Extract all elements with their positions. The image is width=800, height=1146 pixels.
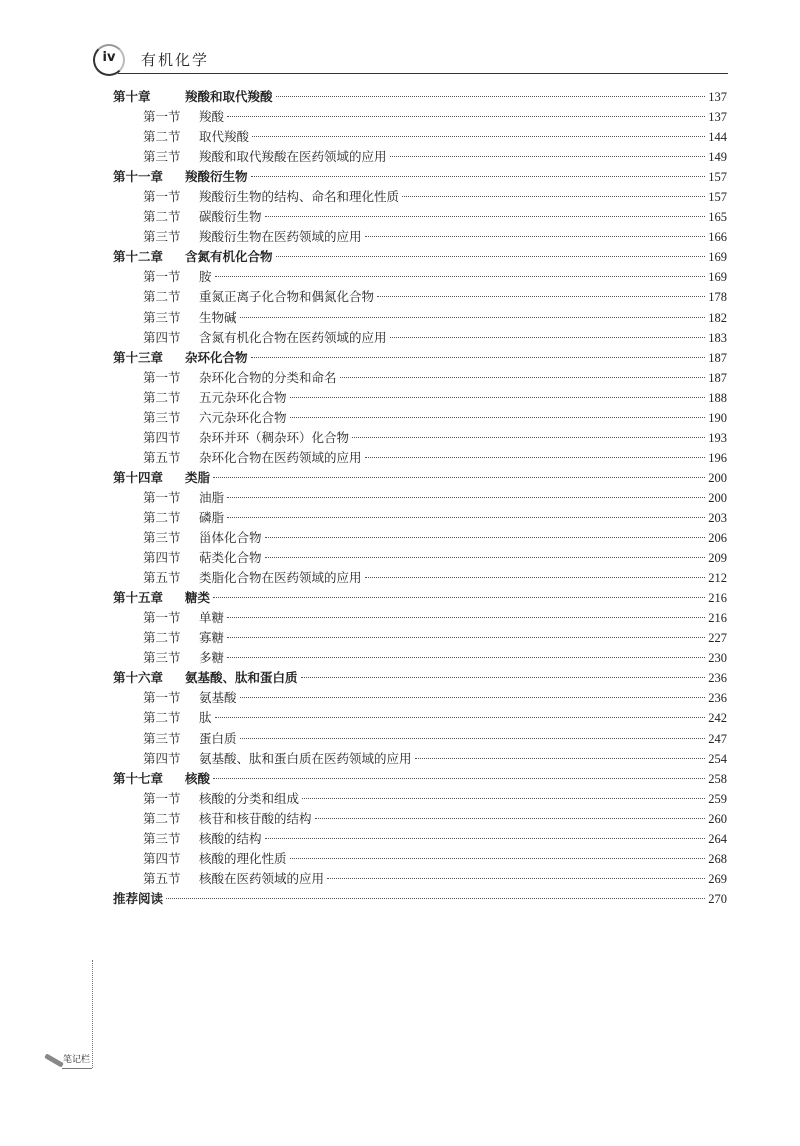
entry-title: 油脂 bbox=[199, 489, 225, 505]
entry-label: 第四节 bbox=[143, 750, 181, 766]
dot-leader bbox=[227, 116, 705, 117]
entry-page-number: 269 bbox=[708, 871, 727, 886]
header-rule bbox=[118, 73, 728, 74]
entry-page-number: 137 bbox=[708, 90, 727, 104]
dot-leader bbox=[213, 778, 705, 779]
entry-page-number: 258 bbox=[708, 771, 727, 786]
entry-label: 第十七章 bbox=[113, 770, 164, 786]
dot-leader bbox=[213, 597, 705, 598]
toc-section-entry[interactable] bbox=[113, 688, 727, 708]
entry-label: 第二节 bbox=[143, 289, 181, 305]
entry-page-number: 268 bbox=[708, 851, 727, 866]
toc-section-entry[interactable] bbox=[113, 749, 727, 769]
entry-page-number: 193 bbox=[708, 430, 727, 445]
toc-chapter-entry[interactable] bbox=[113, 468, 727, 488]
dot-leader bbox=[265, 557, 706, 558]
entry-page-number: 242 bbox=[708, 711, 727, 726]
entry-page-number: 227 bbox=[708, 631, 727, 646]
dot-leader bbox=[240, 738, 706, 739]
entry-page-number: 216 bbox=[708, 591, 727, 606]
toc-section-entry[interactable] bbox=[113, 207, 727, 227]
entry-title: 氨基酸、肽和蛋白质 bbox=[185, 670, 298, 686]
dot-leader bbox=[251, 176, 706, 177]
dot-leader bbox=[390, 337, 706, 338]
toc-section-entry[interactable] bbox=[113, 368, 727, 388]
dot-leader bbox=[290, 397, 706, 398]
entry-title: 核苷和核苷酸的结构 bbox=[199, 810, 312, 826]
entry-label: 第三节 bbox=[143, 650, 181, 666]
entry-title: 羧酸和取代羧酸在医药领域的应用 bbox=[199, 149, 387, 165]
entry-page-number: 209 bbox=[708, 551, 727, 566]
toc-section-entry[interactable] bbox=[113, 448, 727, 468]
dot-leader bbox=[402, 196, 705, 197]
toc-section-entry[interactable] bbox=[113, 328, 727, 348]
entry-page-number: 264 bbox=[708, 831, 727, 846]
entry-label: 第二节 bbox=[143, 209, 181, 225]
entry-title: 单糖 bbox=[199, 610, 225, 626]
dot-leader bbox=[301, 677, 706, 678]
entry-label: 第一节 bbox=[143, 489, 181, 505]
dot-leader bbox=[377, 296, 705, 297]
entry-label: 第二节 bbox=[143, 710, 181, 726]
entry-label: 第一节 bbox=[143, 369, 181, 385]
toc-section-entry[interactable] bbox=[113, 428, 727, 448]
dot-leader bbox=[227, 657, 705, 658]
entry-title: 蛋白质 bbox=[199, 730, 237, 746]
entry-page-number: 169 bbox=[708, 270, 727, 285]
entry-label: 第十六章 bbox=[113, 670, 164, 686]
entry-page-number: 182 bbox=[708, 310, 727, 325]
entry-title: 羧酸衍生物 bbox=[185, 169, 248, 185]
entry-label: 第五节 bbox=[143, 870, 181, 886]
entry-title: 糖类 bbox=[185, 590, 211, 606]
entry-title: 核酸 bbox=[185, 770, 211, 786]
entry-title: 寡糖 bbox=[199, 630, 225, 646]
entry-page-number: 230 bbox=[708, 651, 727, 666]
entry-label: 第二节 bbox=[143, 810, 181, 826]
entry-title: 推荐阅读 bbox=[113, 890, 164, 906]
dot-leader bbox=[276, 256, 706, 257]
entry-label: 第一节 bbox=[143, 189, 181, 205]
toc-section-entry[interactable] bbox=[113, 287, 727, 307]
entry-page-number: 137 bbox=[708, 110, 727, 125]
table-of-contents bbox=[113, 87, 727, 909]
toc-section-entry[interactable] bbox=[113, 608, 727, 628]
dot-leader bbox=[265, 537, 706, 538]
dot-leader bbox=[290, 417, 706, 418]
entry-label: 第四节 bbox=[143, 850, 181, 866]
dot-leader bbox=[240, 317, 706, 318]
dot-leader bbox=[390, 156, 706, 157]
toc-section-entry[interactable] bbox=[113, 648, 727, 668]
entry-title: 杂环化合物 bbox=[185, 349, 248, 365]
entry-title: 类脂 bbox=[185, 469, 211, 485]
toc-chapter-entry[interactable] bbox=[113, 769, 727, 789]
entry-label: 第十二章 bbox=[113, 249, 164, 265]
dot-leader bbox=[415, 758, 706, 759]
toc-section-entry[interactable] bbox=[113, 267, 727, 287]
entry-label: 第一节 bbox=[143, 269, 181, 285]
dot-leader bbox=[213, 477, 705, 478]
toc-section-entry[interactable] bbox=[113, 147, 727, 167]
dot-leader bbox=[365, 577, 706, 578]
toc-chapter-entry[interactable] bbox=[113, 588, 727, 608]
toc-section-entry[interactable] bbox=[113, 508, 727, 528]
entry-title: 核酸的理化性质 bbox=[199, 850, 287, 866]
entry-title: 羧酸和取代羧酸 bbox=[185, 89, 273, 104]
toc-section-entry[interactable] bbox=[113, 528, 727, 548]
entry-page-number: 183 bbox=[708, 330, 727, 345]
entry-title: 六元杂环化合物 bbox=[199, 409, 287, 425]
entry-page-number: 260 bbox=[708, 811, 727, 826]
entry-page-number: 259 bbox=[708, 791, 727, 806]
entry-label: 第三节 bbox=[143, 229, 181, 245]
dot-leader bbox=[340, 377, 706, 378]
entry-page-number: 157 bbox=[708, 170, 727, 185]
entry-page-number: 236 bbox=[708, 671, 727, 686]
dot-leader bbox=[365, 457, 706, 458]
entry-label: 第三节 bbox=[143, 149, 181, 165]
entry-label: 第一节 bbox=[143, 690, 181, 706]
notes-margin-line bbox=[92, 960, 93, 1068]
entry-label: 第三节 bbox=[143, 730, 181, 746]
entry-label: 第十章 bbox=[113, 89, 151, 104]
dot-leader bbox=[215, 276, 706, 277]
entry-title: 含氮有机化合物在医药领域的应用 bbox=[199, 329, 387, 345]
pencil-icon bbox=[44, 1053, 64, 1067]
entry-label: 第三节 bbox=[143, 830, 181, 846]
entry-page-number: 157 bbox=[708, 190, 727, 205]
toc-chapter-entry[interactable] bbox=[113, 167, 727, 187]
toc-section-entry[interactable] bbox=[113, 789, 727, 809]
entry-label: 第一节 bbox=[143, 109, 181, 125]
notes-base-line bbox=[62, 1068, 92, 1069]
toc-section-entry[interactable] bbox=[113, 708, 727, 728]
dot-leader bbox=[227, 617, 705, 618]
dot-leader bbox=[327, 878, 705, 879]
entry-page-number: 236 bbox=[708, 691, 727, 706]
entry-title: 核酸的分类和组成 bbox=[199, 790, 300, 806]
toc-section-entry[interactable] bbox=[113, 628, 727, 648]
entry-title: 胺 bbox=[199, 269, 212, 285]
entry-page-number: 169 bbox=[708, 250, 727, 265]
entry-page-number: 270 bbox=[708, 891, 727, 906]
entry-label: 第四节 bbox=[143, 429, 181, 445]
toc-section-entry[interactable] bbox=[113, 388, 727, 408]
toc-section-entry[interactable] bbox=[113, 568, 727, 588]
dot-leader bbox=[265, 838, 706, 839]
entry-label: 第四节 bbox=[143, 329, 181, 345]
entry-page-number: 200 bbox=[708, 490, 727, 505]
dot-leader bbox=[166, 898, 705, 899]
entry-page-number: 187 bbox=[708, 370, 727, 385]
entry-page-number: 254 bbox=[708, 751, 727, 766]
dot-leader bbox=[290, 858, 706, 859]
toc-section-entry[interactable] bbox=[113, 829, 727, 849]
entry-title: 肽 bbox=[199, 710, 212, 726]
entry-title: 核酸的结构 bbox=[199, 830, 262, 846]
entry-page-number: 196 bbox=[708, 450, 727, 465]
entry-label: 第十五章 bbox=[113, 590, 164, 606]
entry-page-number: 247 bbox=[708, 731, 727, 746]
toc-section-entry[interactable] bbox=[113, 127, 727, 147]
entry-title: 萜类化合物 bbox=[199, 550, 262, 566]
entry-page-number: 149 bbox=[708, 150, 727, 165]
notes-label: 笔记栏 bbox=[63, 1055, 91, 1065]
toc-section-entry[interactable] bbox=[113, 187, 727, 207]
dot-leader bbox=[227, 517, 705, 518]
entry-page-number: 187 bbox=[708, 350, 727, 365]
entry-title: 碳酸衍生物 bbox=[199, 209, 262, 225]
entry-title: 杂环化合物在医药领域的应用 bbox=[199, 449, 362, 465]
entry-label: 第二节 bbox=[143, 509, 181, 525]
toc-chapter-entry[interactable] bbox=[113, 668, 727, 688]
entry-label: 第一节 bbox=[143, 610, 181, 626]
entry-title: 羧酸衍生物在医药领域的应用 bbox=[199, 229, 362, 245]
entry-label: 第二节 bbox=[143, 129, 181, 145]
entry-label: 第二节 bbox=[143, 389, 181, 405]
toc-chapter-entry[interactable] bbox=[113, 889, 727, 909]
entry-title: 杂环化合物的分类和命名 bbox=[199, 369, 337, 385]
dot-leader bbox=[240, 697, 706, 698]
toc-chapter-entry[interactable] bbox=[113, 348, 727, 368]
dot-leader bbox=[227, 497, 705, 498]
entry-label: 第五节 bbox=[143, 449, 181, 465]
toc-chapter-entry[interactable] bbox=[113, 87, 727, 107]
toc-section-entry[interactable] bbox=[113, 869, 727, 889]
entry-title: 五元杂环化合物 bbox=[199, 389, 287, 405]
entry-page-number: 178 bbox=[708, 290, 727, 305]
entry-title: 重氮正离子化合物和偶氮化合物 bbox=[199, 289, 375, 305]
entry-title: 生物碱 bbox=[199, 309, 237, 325]
entry-label: 第一节 bbox=[143, 790, 181, 806]
book-title: 有机化学 bbox=[141, 51, 210, 69]
entry-page-number: 166 bbox=[708, 230, 727, 245]
entry-page-number: 203 bbox=[708, 510, 727, 525]
toc-section-entry[interactable] bbox=[113, 729, 727, 749]
dot-leader bbox=[227, 637, 705, 638]
dot-leader bbox=[352, 437, 705, 438]
dot-leader bbox=[252, 136, 705, 137]
entry-title: 类脂化合物在医药领域的应用 bbox=[199, 570, 362, 586]
toc-section-entry[interactable] bbox=[113, 308, 727, 328]
toc-section-entry[interactable] bbox=[113, 408, 727, 428]
entry-label: 第二节 bbox=[143, 630, 181, 646]
entry-title: 含氮有机化合物 bbox=[185, 249, 273, 265]
toc-section-entry[interactable] bbox=[113, 809, 727, 829]
dot-leader bbox=[365, 236, 706, 237]
toc-section-entry[interactable] bbox=[113, 227, 727, 247]
toc-section-entry[interactable] bbox=[113, 849, 727, 869]
dot-leader bbox=[251, 357, 706, 358]
entry-label: 第三节 bbox=[143, 409, 181, 425]
entry-label: 第十一章 bbox=[113, 169, 164, 185]
entry-title: 取代羧酸 bbox=[199, 129, 250, 145]
entry-title: 多糖 bbox=[199, 650, 225, 666]
entry-page-number: 206 bbox=[708, 531, 727, 546]
entry-label: 第四节 bbox=[143, 550, 181, 566]
entry-title: 磷脂 bbox=[199, 509, 225, 525]
entry-page-number: 200 bbox=[708, 470, 727, 485]
toc-chapter-entry[interactable] bbox=[113, 247, 727, 267]
entry-title: 羧酸 bbox=[199, 109, 225, 125]
toc-section-entry[interactable] bbox=[113, 488, 727, 508]
entry-page-number: 212 bbox=[708, 571, 727, 586]
dot-leader bbox=[315, 818, 706, 819]
dot-leader bbox=[276, 96, 706, 97]
entry-title: 核酸在医药领域的应用 bbox=[199, 870, 325, 886]
entry-title: 羧酸衍生物的结构、命名和理化性质 bbox=[199, 189, 400, 205]
entry-label: 第五节 bbox=[143, 570, 181, 586]
entry-label: 第十三章 bbox=[113, 349, 164, 365]
entry-label: 第十四章 bbox=[113, 469, 164, 485]
entry-title: 杂环并环（稠杂环）化合物 bbox=[199, 429, 350, 445]
dot-leader bbox=[265, 216, 706, 217]
entry-title: 甾体化合物 bbox=[199, 530, 262, 546]
entry-title: 氨基酸、肽和蛋白质在医药领域的应用 bbox=[199, 750, 412, 766]
entry-page-number: 216 bbox=[708, 611, 727, 626]
page-number: iv bbox=[102, 50, 116, 65]
dot-leader bbox=[215, 717, 706, 718]
entry-page-number: 188 bbox=[708, 390, 727, 405]
entry-page-number: 190 bbox=[708, 410, 727, 425]
entry-label: 第三节 bbox=[143, 530, 181, 546]
entry-title: 氨基酸 bbox=[199, 690, 237, 706]
dot-leader bbox=[302, 798, 705, 799]
toc-section-entry[interactable] bbox=[113, 548, 727, 568]
entry-label: 第三节 bbox=[143, 309, 181, 325]
entry-page-number: 144 bbox=[708, 130, 727, 145]
toc-section-entry[interactable] bbox=[113, 107, 727, 127]
entry-page-number: 165 bbox=[708, 210, 727, 225]
